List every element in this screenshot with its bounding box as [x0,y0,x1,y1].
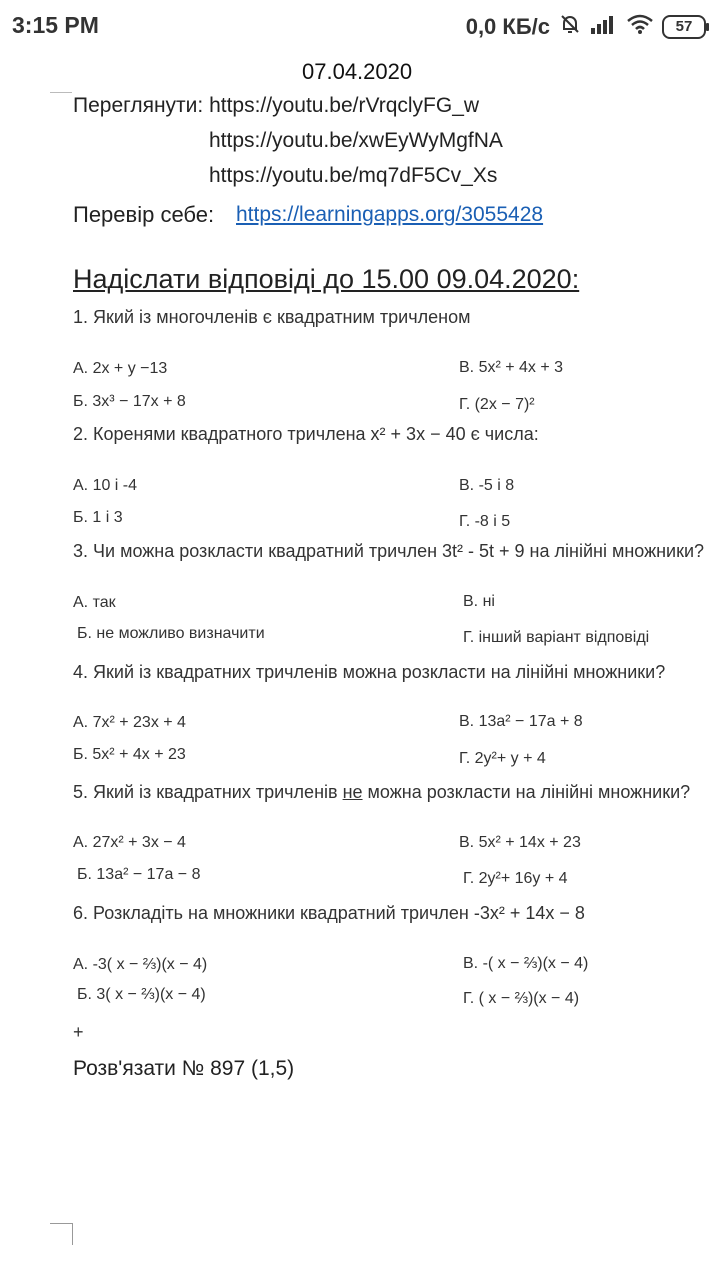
q6-option-b: Б. 3( x − ⅔)(x − 4) [77,986,206,1003]
watch-label: Переглянути: https://youtu.be/rVrqclyFG_w [73,94,480,117]
q4-option-b: Б. 5x² + 4x + 23 [73,746,186,763]
q4-option-g: Г. 2y²+ y + 4 [459,750,546,767]
homework-task: Розв'язати № 897 (1,5) [73,1057,295,1080]
question-4: 4. Який із квадратних тричленів можна розкласти на лінійні множники? [73,662,666,682]
check-label: Перевір себе: [73,202,215,227]
status-bar [0,0,720,52]
q2-option-a: А. 10 і -4 [73,477,138,494]
q4-option-a: А. 7x² + 23x + 4 [73,714,186,731]
question-2: 2. Коренями квадратного тричлена x² + 3x − 40 є числа: [73,424,539,444]
q3-option-b: Б. не можливо визначити [77,625,265,642]
wifi-icon [626,13,654,40]
bell-muted-icon [558,12,582,41]
question-5-emphasis: не [342,782,363,802]
q6-option-v: В. -( x − ⅔)(x − 4) [463,955,589,972]
q6-option-a: А. -3( x − ⅔)(x − 4) [73,956,208,973]
q6-option-g: Г. ( x − ⅔)(x − 4) [463,990,580,1007]
q3-option-g: Г. інший варіант відповіді [463,629,650,646]
q1-option-a: А. 2x + y −13 [73,360,168,377]
status-icons [466,12,706,41]
q2-option-g: Г. -8 і 5 [459,513,511,530]
deadline-heading: Надіслати відповіді до 15.00 09.04.2020: [73,264,580,294]
q5-option-v: В. 5x² + 14x + 23 [459,834,581,851]
q5-option-a: А. 27x² + 3x − 4 [73,834,186,851]
question-5-text-start: 5. Який із квадратних тричленів [73,782,343,802]
question-5 [73,782,690,803]
video-link-2: https://youtu.be/xwEyWyMgfNA [209,129,503,152]
network-speed: 0,0 КБ/с [465,13,550,39]
status-time: 3:15 PM [12,12,99,38]
question-6: 6. Розкладіть на множники квадратний тричлен -3x² + 14x − 8 [73,903,585,923]
question-5-text-end: можна розкласти на лінійні множники? [362,782,691,802]
q2-option-b: Б. 1 і 3 [73,509,123,526]
question-3: 3. Чи можна розкласти квадратний тричлен 3t² - 5t + 9 на лінійні множники? [73,541,705,561]
q4-option-v: В. 13a² − 17a + 8 [459,713,583,730]
document-date: 07.04.2020 [302,59,413,84]
q5-option-g: Г. 2y²+ 16y + 4 [463,870,568,887]
page-corner-mark-bottom-vertical [72,1223,73,1245]
q2-option-v: В. -5 і 8 [459,477,515,494]
battery-icon: 57 [662,15,706,39]
q3-option-a: А. так [73,594,116,611]
signal-icon [590,13,618,40]
question-1: 1. Який із многочленів є квадратним тричленом [73,307,471,327]
plus-sign: + [73,1022,84,1042]
learningapps-link[interactable]: https://learningapps.org/3055428 [236,203,544,226]
q1-option-v: В. 5x² + 4x + 3 [459,359,564,376]
video-link-3: https://youtu.be/mq7dF5Cv_Xs [209,164,498,187]
q1-option-g: Г. (2x − 7)² [459,396,535,413]
q1-option-b: Б. 3x³ − 17x + 8 [73,393,186,410]
q3-option-v: В. ні [463,593,495,610]
q5-option-b: Б. 13a² − 17a − 8 [77,866,201,883]
page-corner-mark [50,92,72,93]
page-corner-mark-bottom [50,1223,72,1224]
